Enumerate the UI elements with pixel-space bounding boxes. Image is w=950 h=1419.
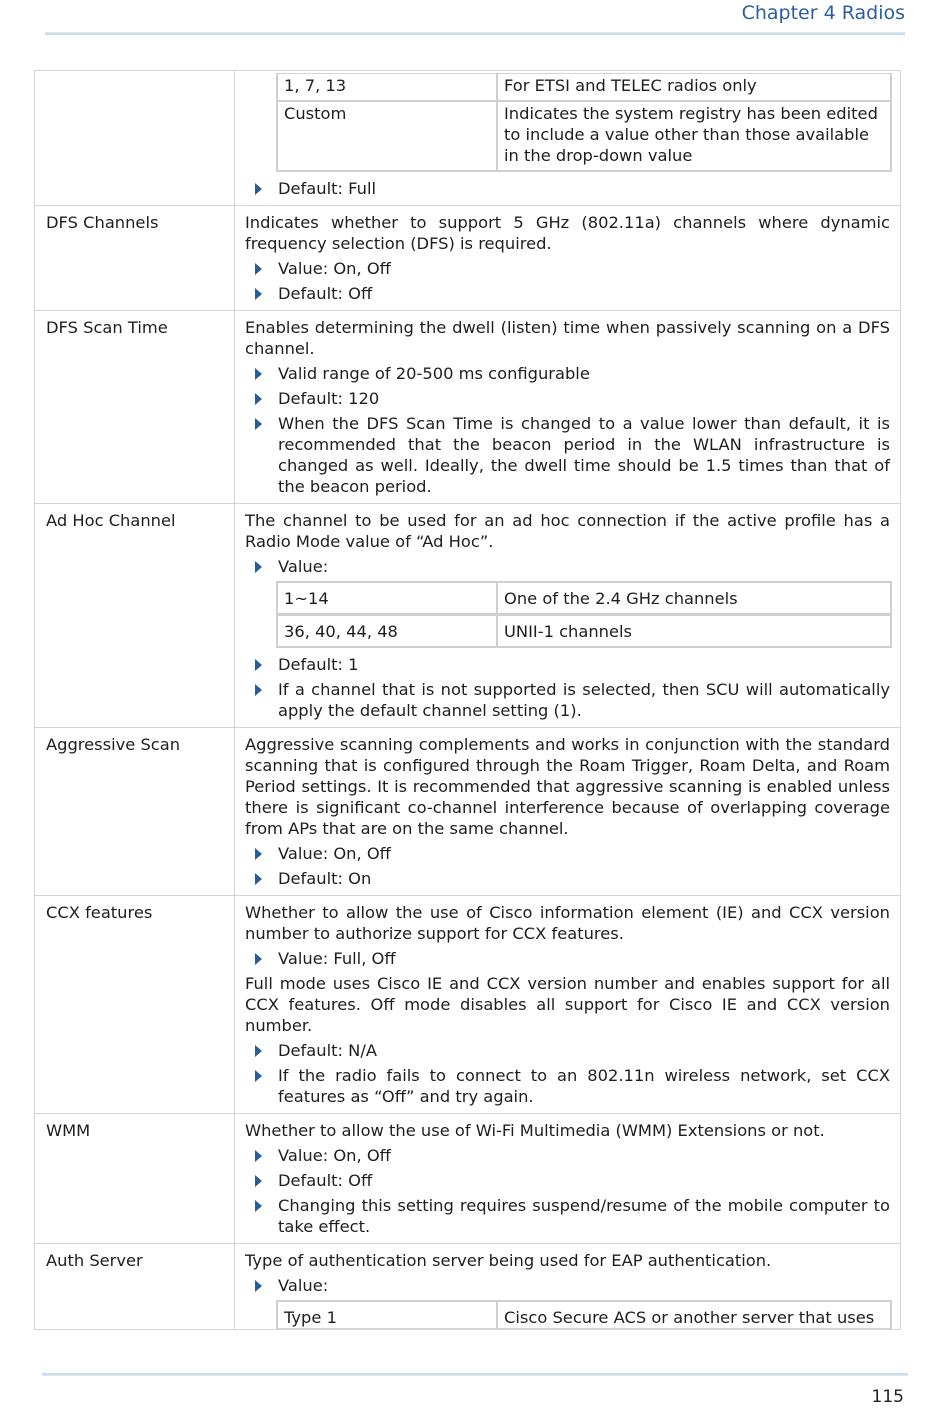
setting-name: Aggressive Scan bbox=[35, 728, 235, 896]
setting-description bbox=[235, 728, 901, 896]
setting-name: Ad Hoc Channel bbox=[35, 504, 235, 728]
bullet-arrow-icon bbox=[255, 1070, 262, 1082]
setting-description bbox=[235, 1244, 901, 1330]
bullet-text: Value: On, Off bbox=[278, 1146, 391, 1165]
bullet-arrow-icon bbox=[255, 953, 262, 965]
setting-description bbox=[235, 71, 901, 206]
bullet-text: If the radio fails to connect to an 802.11n wireless network, set CCX features as “Off” and try again. bbox=[278, 1066, 890, 1106]
bullet-text: Value: bbox=[278, 557, 329, 576]
setting-description bbox=[235, 206, 901, 311]
bullet-item bbox=[245, 868, 890, 889]
bullet-text: Value: On, Off bbox=[278, 844, 391, 863]
bullet-text: If a channel that is not supported is selected, then SCU will automatically apply the default channel setting (1). bbox=[278, 680, 890, 720]
bullet-text: Default: On bbox=[278, 869, 372, 888]
setting-description bbox=[235, 504, 901, 728]
value-description: Cisco Secure ACS or another server that uses bbox=[497, 1301, 891, 1329]
bullet-arrow-icon bbox=[255, 1280, 262, 1292]
bullet-text: Default: 1 bbox=[278, 655, 359, 674]
value-cell: 1, 7, 13 bbox=[277, 74, 497, 102]
bullet-arrow-icon bbox=[255, 288, 262, 300]
bullet-arrow-icon bbox=[255, 848, 262, 860]
bullet-text: When the DFS Scan Time is changed to a value lower than default, it is recommended that the beacon period in the WLAN infrastructure is changed as well. Ideally, the dwell time should be 1.5 times than that of the beacon period. bbox=[278, 414, 890, 496]
setting-name: DFS Channels bbox=[35, 206, 235, 311]
description-text: Full mode uses Cisco IE and CCX version number and enables support for all CCX features. Off mode disables all support for Cisco IE and CCX version number. bbox=[245, 974, 890, 1035]
bullet-text: Value: On, Off bbox=[278, 259, 391, 278]
bullet-arrow-icon bbox=[255, 561, 262, 573]
description-text: The channel to be used for an ad hoc connection if the active profile has a Radio Mode value of “Ad Hoc”. bbox=[245, 511, 890, 551]
bullet-item bbox=[245, 1195, 890, 1237]
table-row bbox=[35, 206, 901, 311]
setting-name bbox=[35, 71, 235, 206]
value-description: UNII-1 channels bbox=[497, 615, 891, 648]
bullet-arrow-icon bbox=[255, 684, 262, 696]
bullet-item bbox=[245, 843, 890, 864]
value-row bbox=[277, 1301, 891, 1329]
value-row bbox=[277, 101, 891, 171]
value-cell: Custom bbox=[277, 101, 497, 171]
bullet-arrow-icon bbox=[255, 263, 262, 275]
value-table bbox=[276, 581, 892, 648]
bullet-text: Default: Off bbox=[278, 284, 373, 303]
bullet-arrow-icon bbox=[255, 368, 262, 380]
bullet-arrow-icon bbox=[255, 1175, 262, 1187]
bullet-item bbox=[245, 1065, 890, 1107]
bullet-arrow-icon bbox=[255, 1045, 262, 1057]
description-text: Indicates whether to support 5 GHz (802.11a) channels where dynamic frequency selection (DFS) is required. bbox=[245, 213, 890, 253]
page-number: 115 bbox=[871, 1387, 904, 1407]
description-text: Type of authentication server being used for EAP authentication. bbox=[245, 1251, 772, 1270]
setting-description bbox=[235, 311, 901, 504]
header-divider bbox=[45, 32, 905, 35]
footer-divider bbox=[42, 1373, 908, 1376]
bullet-item bbox=[245, 1145, 890, 1166]
bullet-arrow-icon bbox=[255, 659, 262, 671]
bullet-item bbox=[245, 556, 890, 577]
bullet-text: Default: Full bbox=[278, 179, 376, 198]
setting-description bbox=[235, 896, 901, 1114]
value-cell: Type 1 bbox=[277, 1301, 497, 1329]
description-text: Aggressive scanning complements and works in conjunction with the standard scanning that is configured through the Roam Trigger, Roam Delta, and Roam Period settings. It is recommended that aggressive scanning is enabled unless there is significant co-channel interference because of overlapping coverage from APs that are on the same channel. bbox=[245, 735, 890, 838]
bullet-item bbox=[245, 1170, 890, 1191]
bullet-item bbox=[245, 258, 890, 279]
table-row bbox=[35, 71, 901, 206]
bullet-item bbox=[245, 178, 890, 199]
bullet-text: Default: 120 bbox=[278, 389, 380, 408]
page-header bbox=[0, 0, 950, 40]
bullet-item bbox=[245, 388, 890, 409]
value-cell: 1~14 bbox=[277, 582, 497, 615]
table-row bbox=[35, 728, 901, 896]
bullet-item bbox=[245, 413, 890, 497]
setting-name: WMM bbox=[35, 1114, 235, 1244]
value-table bbox=[276, 73, 892, 172]
description-text: Whether to allow the use of Wi-Fi Multimedia (WMM) Extensions or not. bbox=[245, 1121, 825, 1140]
chapter-title: Chapter 4 Radios bbox=[741, 2, 905, 24]
bullet-arrow-icon bbox=[255, 183, 262, 195]
bullet-arrow-icon bbox=[255, 1150, 262, 1162]
table-row bbox=[35, 1244, 901, 1330]
bullet-item bbox=[245, 363, 890, 384]
bullet-item bbox=[245, 654, 890, 675]
bullet-arrow-icon bbox=[255, 873, 262, 885]
bullet-item bbox=[245, 1275, 890, 1296]
bullet-item bbox=[245, 283, 890, 304]
bullet-arrow-icon bbox=[255, 1200, 262, 1212]
bullet-text: Default: Off bbox=[278, 1171, 373, 1190]
value-row bbox=[277, 74, 891, 102]
bullet-text: Changing this setting requires suspend/resume of the mobile computer to take effect. bbox=[278, 1196, 890, 1236]
value-row bbox=[277, 615, 891, 648]
value-description: Indicates the system registry has been edited to include a value other than those available in the drop-down value bbox=[497, 101, 891, 171]
bullet-item bbox=[245, 1040, 890, 1061]
value-cell: 36, 40, 44, 48 bbox=[277, 615, 497, 648]
setting-name: CCX features bbox=[35, 896, 235, 1114]
value-description: One of the 2.4 GHz channels bbox=[497, 582, 891, 615]
description-text: Whether to allow the use of Cisco information element (IE) and CCX version number to authorize support for CCX features. bbox=[245, 903, 890, 943]
bullet-text: Value: bbox=[278, 1276, 329, 1295]
table-row bbox=[35, 504, 901, 728]
value-row bbox=[277, 582, 891, 615]
bullet-text: Default: N/A bbox=[278, 1041, 377, 1060]
bullet-arrow-icon bbox=[255, 418, 262, 430]
setting-description bbox=[235, 1114, 901, 1244]
setting-name: Auth Server bbox=[35, 1244, 235, 1330]
description-text: Enables determining the dwell (listen) time when passively scanning on a DFS channel. bbox=[245, 318, 890, 358]
table-row bbox=[35, 1114, 901, 1244]
setting-name: DFS Scan Time bbox=[35, 311, 235, 504]
table-row bbox=[35, 311, 901, 504]
settings-table bbox=[34, 70, 901, 1330]
table-row bbox=[35, 896, 901, 1114]
value-description: For ETSI and TELEC radios only bbox=[497, 74, 891, 102]
bullet-item bbox=[245, 948, 890, 969]
bullet-arrow-icon bbox=[255, 393, 262, 405]
bullet-item bbox=[245, 679, 890, 721]
value-table bbox=[276, 1300, 892, 1329]
bullet-text: Value: Full, Off bbox=[278, 949, 396, 968]
bullet-text: Valid range of 20-500 ms configurable bbox=[278, 364, 590, 383]
